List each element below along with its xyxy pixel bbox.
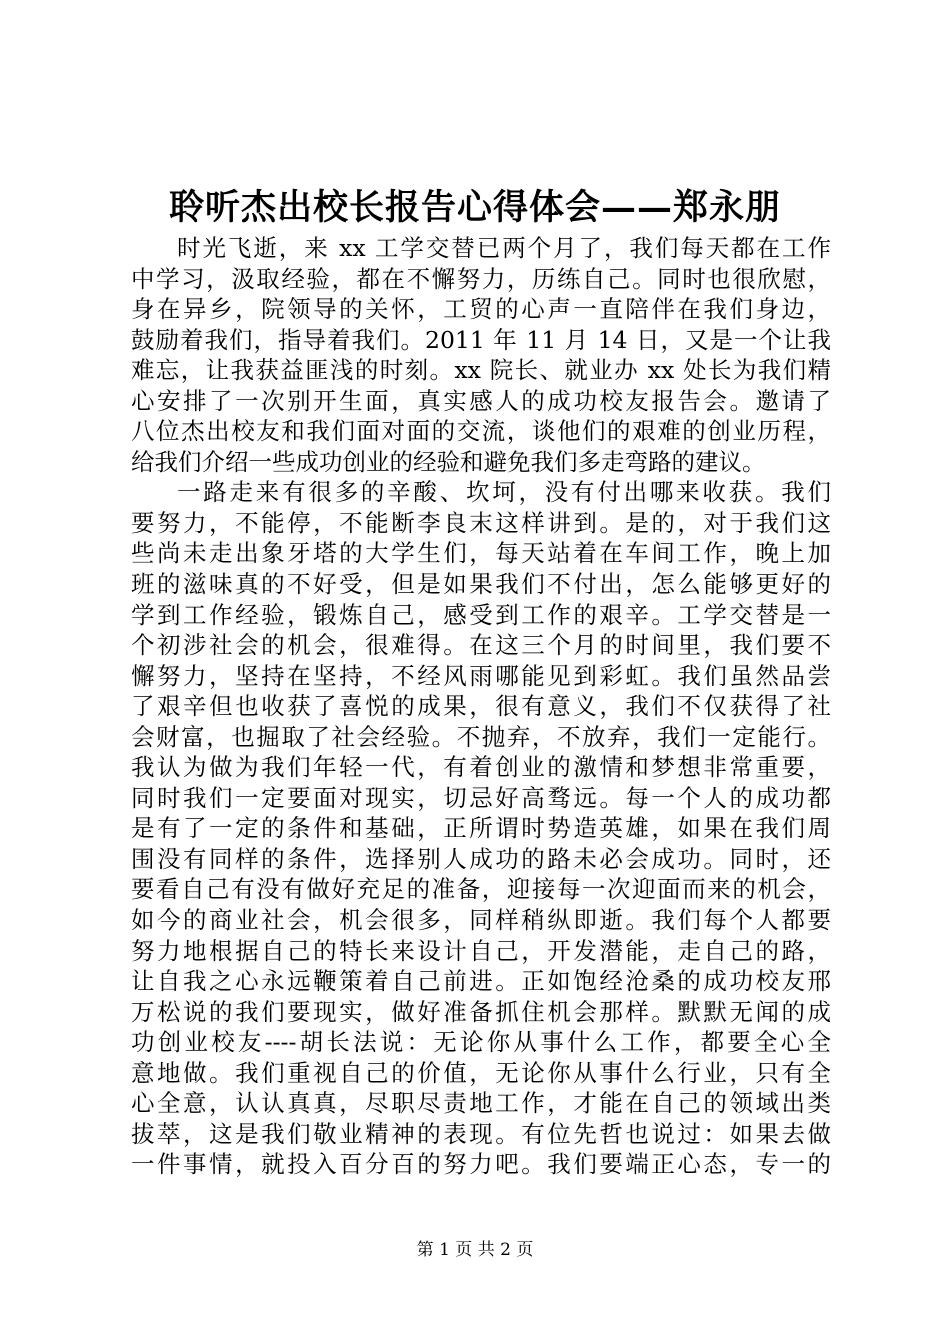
paragraph-line: 八位杰出校友和我们面对面的交流，谈他们的艰难的创业历程， <box>131 417 831 446</box>
paragraph-line: 心全意，认认真真，尽职尽责地工作，才能在自己的领域出类 <box>131 1089 831 1118</box>
paragraph-line: 中学习，汲取经验，都在不懈努力，历练自己。同时也很欣慰， <box>131 264 831 293</box>
paragraph-line: 我认为做为我们年轻一代，有着创业的激情和梦想非常重要， <box>131 753 831 782</box>
paragraph-line: 了艰辛但也收获了喜悦的成果，很有意义，我们不仅获得了社 <box>131 692 831 721</box>
paragraph-line: 意地做。我们重视自己的价值，无论你从事什么行业，只有全 <box>131 1058 831 1087</box>
paragraph-line: 给我们介绍一些成功创业的经验和避免我们多走弯路的建议。 <box>131 447 766 476</box>
paragraph-line: 围没有同样的条件，选择别人成功的路未必会成功。同时，还 <box>131 844 831 873</box>
paragraph-line: 要看自己有没有做好充足的准备，迎接每一次迎面而来的机会， <box>131 875 831 904</box>
paragraph-line: 会财富，也掘取了社会经验。不抛弃，不放弃，我们一定能行。 <box>131 722 831 751</box>
paragraph-line: 是有了一定的条件和基础，正所谓时势造英雄，如果在我们周 <box>131 814 831 843</box>
paragraph-line: 功创业校友----胡长法说：无论你从事什么工作，都要全心全 <box>131 1028 831 1057</box>
paragraph-line: 身在异乡，院领导的关怀，工贸的心声一直陪伴在我们身边， <box>131 295 831 324</box>
paragraph-line: 心安排了一次别开生面，真实感人的成功校友报告会。邀请了 <box>131 386 831 415</box>
paragraph-line: 努力地根据自己的特长来设计自己，开发潜能，走自己的路， <box>131 936 831 965</box>
page-footer: 第 1 页 共 2 页 <box>416 1240 534 1260</box>
paragraph-line: 要努力，不能停，不能断李良末这样讲到。是的，对于我们这 <box>131 508 831 537</box>
paragraph-line: 难忘，让我获益匪浅的时刻。xx 院长、就业办 xx 处长为我们精 <box>131 356 831 385</box>
paragraph-line: 同时我们一定要面对现实，切忌好高骛远。每一个人的成功都 <box>131 783 831 812</box>
document-title: 聆听杰出校长报告心得体会——郑永朋 <box>168 187 781 228</box>
paragraph-line: 拔萃，这是我们敬业精神的表现。有位先哲也说过：如果去做 <box>131 1119 831 1148</box>
paragraph-line: 学到工作经验，锻炼自己，感受到工作的艰辛。工学交替是一 <box>131 600 831 629</box>
paragraph-line: 个初涉社会的机会，很难得。在这三个月的时间里，我们要不 <box>131 631 831 660</box>
paragraph-line: 万松说的我们要现实，做好准备抓住机会那样。默默无闻的成 <box>131 997 831 1026</box>
paragraph-line: 班的滋味真的不好受，但是如果我们不付出，怎么能够更好的 <box>131 570 831 599</box>
paragraph-line: 时光飞逝，来 xx 工学交替已两个月了，我们每天都在工作 <box>177 234 831 262</box>
paragraph-line: 让自我之心永远鞭策着自己前进。正如饱经沧桑的成功校友邢 <box>131 967 831 996</box>
document-body <box>131 233 831 1180</box>
paragraph-line: 些尚未走出象牙塔的大学生们，每天站着在车间工作，晚上加 <box>131 539 831 568</box>
paragraph-line: 一路走来有很多的辛酸、坎坷，没有付出哪来收获。我们 <box>177 478 831 507</box>
paragraph-line: 懈努力，坚持在坚持，不经风雨哪能见到彩虹。我们虽然品尝 <box>131 661 831 690</box>
paragraph-line: 一件事情，就投入百分百的努力吧。我们要端正心态，专一的 <box>131 1150 831 1179</box>
paragraph-line: 鼓励着我们，指导着我们。2011 年 11 月 14 日，又是一个让我 <box>131 325 831 354</box>
paragraph-line: 如今的商业社会，机会很多，同样稍纵即逝。我们每个人都要 <box>131 906 831 935</box>
